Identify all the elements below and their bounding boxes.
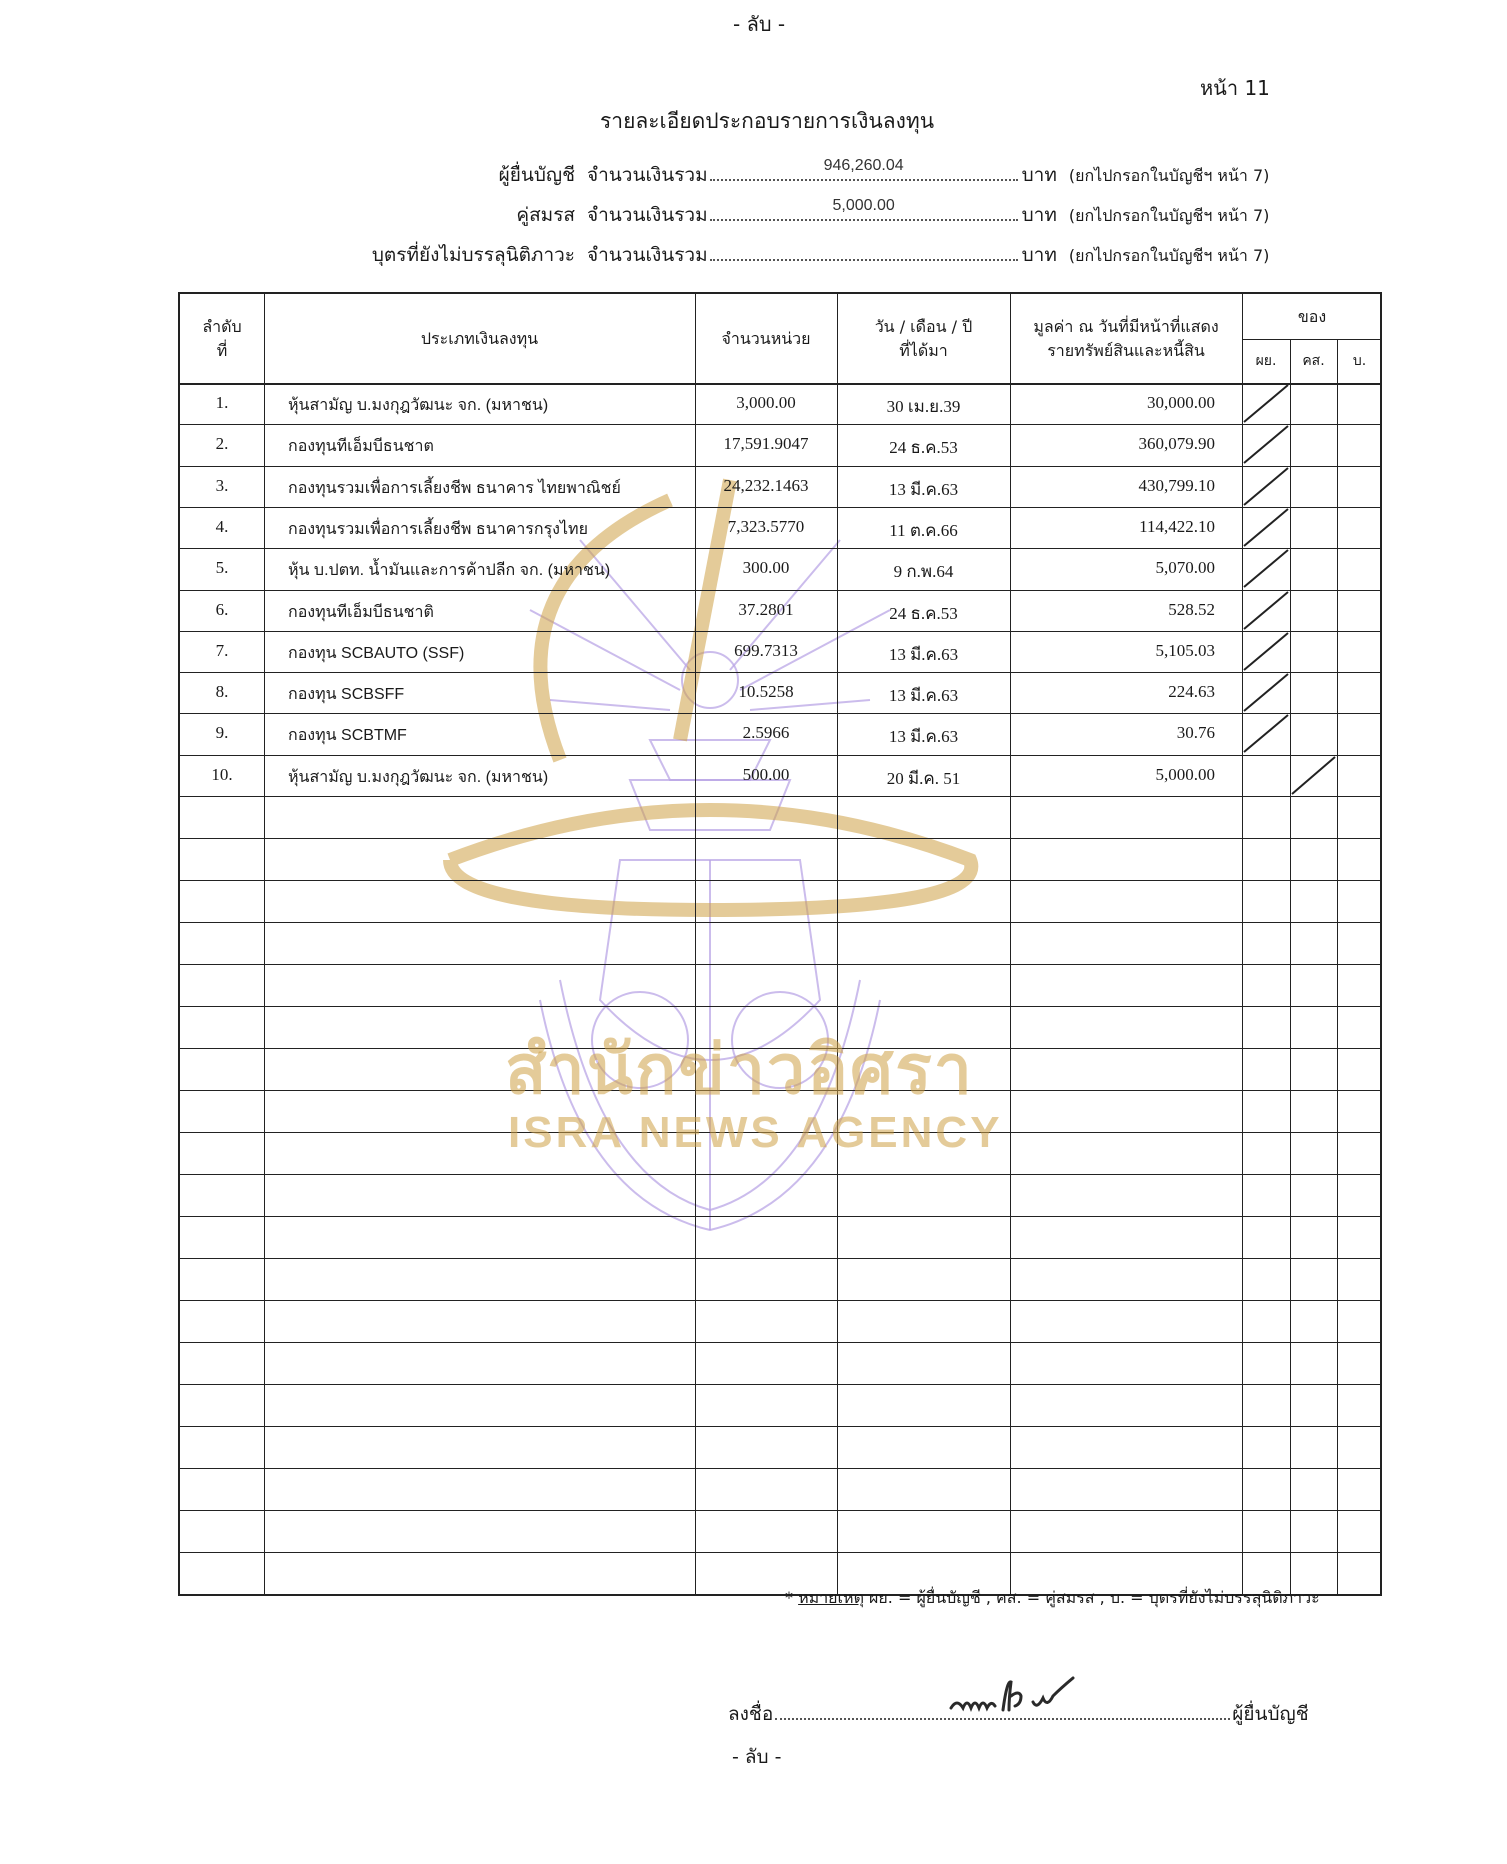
- summary-filer-note: (ยกไปกรอกในบัญชีฯ หน้า 7): [1068, 166, 1270, 185]
- unit-count: 37.2801: [738, 599, 794, 619]
- header-value-line1: มูลค่า ณ วันที่มีหน้าที่แสดง: [1033, 316, 1219, 336]
- signature-field: [775, 1698, 1230, 1720]
- row-number: 6.: [215, 599, 229, 619]
- acquired-date: 9 ก.พ.64: [893, 562, 954, 582]
- header-owner-group-label: ของ: [1297, 306, 1327, 326]
- investment-value: 430,799.10: [1138, 475, 1215, 495]
- row-divider: [180, 1384, 1380, 1385]
- acquired-date: 11 ต.ค.66: [889, 520, 958, 540]
- row-divider: [180, 1258, 1380, 1259]
- header-divider: [180, 383, 1380, 385]
- header-type-label: ประเภทเงินลงทุน: [420, 328, 539, 348]
- row-divider: [180, 631, 1380, 632]
- header-no-line2: ที่: [216, 340, 228, 360]
- col-divider: [1290, 339, 1291, 1594]
- investment-type: หุ้นสามัญ บ.มงกุฎวัฒนะ จก. (มหาชน): [288, 768, 549, 786]
- owner-check-mark-icon: [1242, 466, 1290, 507]
- unit-count: 10.5258: [738, 682, 794, 702]
- header-units-label: จำนวนหน่วย: [721, 328, 811, 348]
- header-date-line1: วัน / เดือน / ปี: [874, 316, 973, 336]
- row-divider: [180, 466, 1380, 467]
- row-divider: [180, 590, 1380, 591]
- owner-check-mark-icon: [1242, 631, 1290, 672]
- footnote: [785, 1586, 1320, 1611]
- row-number: 10.: [211, 764, 233, 784]
- summary-child: [205, 240, 1269, 270]
- investment-value: 5,105.03: [1155, 640, 1215, 660]
- investment-value: 30,000.00: [1147, 393, 1215, 412]
- investment-type: กองทุน SCBTMF: [288, 727, 407, 745]
- header-units: [695, 294, 837, 383]
- row-divider: [180, 1342, 1380, 1343]
- investment-type: กองทุนรวมเพื่อการเลี้ยงชีพ ธนาคารกรุงไทย: [288, 520, 588, 538]
- owner-check-mark-icon: [1242, 507, 1290, 548]
- classification-top: - ลับ -: [733, 12, 786, 36]
- acquired-date: 13 มี.ค.63: [888, 479, 959, 499]
- header-no-line1: ลำดับ: [202, 316, 242, 336]
- investment-value: 360,079.90: [1138, 434, 1215, 454]
- footnote-text: ผย. = ผู้ยื่นบัญชี , คส. = คู่สมรส , บ. = บุตรที่ยังไม่บรรลุนิติภาวะ: [869, 1588, 1320, 1607]
- header-owner-group: [1242, 294, 1382, 339]
- row-divider: [180, 922, 1380, 923]
- col-divider: [1337, 339, 1338, 1594]
- summary-spouse-note: (ยกไปกรอกในบัญชีฯ หน้า 7): [1068, 206, 1270, 225]
- row-divider: [180, 548, 1380, 549]
- summary-filer-unit: บาท: [1021, 164, 1057, 186]
- investment-value: 30.76: [1176, 723, 1215, 743]
- header-owner-filer: [1242, 339, 1290, 383]
- investment-table: [178, 292, 1382, 1596]
- row-divider: [180, 838, 1380, 839]
- unit-count: 300.00: [742, 558, 790, 578]
- investment-type: กองทุนทีเอ็มบีธนชาต: [288, 438, 434, 456]
- acquired-date: 13 มี.ค.63: [888, 686, 959, 706]
- row-number: 9.: [215, 723, 229, 743]
- summary-child-note: (ยกไปกรอกในบัญชีฯ หน้า 7): [1068, 246, 1270, 265]
- header-owner-child: [1337, 339, 1382, 383]
- header-no: [180, 294, 264, 383]
- watermark-thai-text: สำนักข่าวอิศรา: [505, 1031, 974, 1110]
- header-owner-child-label: บ.: [1352, 353, 1367, 369]
- owner-check-mark-icon: [1242, 383, 1290, 424]
- row-divider: [180, 755, 1380, 756]
- investment-value: 114,422.10: [1139, 516, 1215, 536]
- acquired-date: 24 ธ.ค.53: [889, 438, 958, 458]
- row-number: 8.: [215, 682, 229, 702]
- summary-child-unit: บาท: [1021, 244, 1057, 266]
- investment-type: กองทุน SCBAUTO (SSF): [288, 644, 465, 662]
- summary-spouse-unit: บาท: [1021, 204, 1057, 226]
- signature-line: [728, 1698, 1309, 1729]
- unit-count: 17,591.9047: [723, 434, 809, 454]
- row-divider: [180, 796, 1380, 797]
- row-divider: [180, 1132, 1380, 1133]
- summary-spouse: [340, 197, 1270, 230]
- investment-value: 5,000.00: [1155, 764, 1215, 784]
- summary-child-who: บุตรที่ยังไม่บรรลุนิติภาวะ: [371, 244, 575, 266]
- owner-check-mark-icon: [1242, 548, 1290, 589]
- acquired-date: 13 มี.ค.63: [888, 644, 959, 664]
- row-number: 1.: [215, 393, 229, 412]
- header-date-line2: ที่ได้มา: [899, 340, 948, 360]
- investment-value: 224.63: [1168, 682, 1215, 702]
- summary-spouse-who: คู่สมรส: [516, 204, 575, 226]
- row-number: 2.: [215, 434, 229, 454]
- row-number: 5.: [215, 558, 229, 578]
- unit-count: 3,000.00: [736, 393, 796, 412]
- row-divider: [180, 1048, 1380, 1049]
- header-date: [837, 294, 1010, 383]
- summary-filer-label: จำนวนเงินรวม: [587, 164, 708, 186]
- col-divider: [264, 294, 265, 1594]
- row-divider: [180, 880, 1380, 881]
- summary-child-amount-field: [710, 241, 1018, 261]
- row-divider: [180, 1510, 1380, 1511]
- summary-child-label: จำนวนเงินรวม: [587, 244, 708, 266]
- summary-filer-amount: 946,260.04: [823, 157, 904, 174]
- owner-check-mark-icon: [1242, 424, 1290, 465]
- row-number: 7.: [215, 640, 229, 660]
- header-owner-spouse-label: คส.: [1302, 353, 1325, 369]
- row-divider: [180, 1006, 1380, 1007]
- investment-type: กองทุนรวมเพื่อการเลี้ยงชีพ ธนาคาร ไทยพาณิชย์: [288, 479, 621, 497]
- investment-value: 528.52: [1168, 599, 1215, 619]
- footnote-label: หมายเหตุ: [798, 1588, 864, 1607]
- header-owner-filer-label: ผย.: [1255, 353, 1277, 369]
- owner-check-mark-icon: [1290, 755, 1337, 796]
- investment-type: หุ้น บ.ปตท. น้ำมันและการค้าปลีก จก. (มหาชน): [288, 562, 611, 580]
- summary-spouse-amount-field: [710, 197, 1018, 221]
- header-type: [264, 294, 695, 383]
- unit-count: 699.7313: [734, 640, 798, 660]
- unit-count: 500.00: [742, 764, 790, 784]
- unit-count: 7,323.5770: [727, 516, 805, 536]
- page-number: หน้า 11: [1200, 76, 1270, 100]
- investment-value: 5,070.00: [1155, 558, 1215, 578]
- row-number: 3.: [215, 475, 229, 495]
- row-divider: [180, 507, 1380, 508]
- header-owner-spouse: [1290, 339, 1337, 383]
- acquired-date: 13 มี.ค.63: [888, 727, 959, 747]
- row-divider: [180, 1468, 1380, 1469]
- footnote-star: *: [785, 1588, 793, 1607]
- page-title: รายละเอียดประกอบรายการเงินลงทุน: [600, 109, 935, 133]
- owner-check-mark-icon: [1242, 672, 1290, 713]
- unit-count: 24,232.1463: [723, 475, 809, 495]
- owner-check-mark-icon: [1242, 590, 1290, 631]
- row-number: 4.: [215, 516, 229, 536]
- row-divider: [180, 672, 1380, 673]
- investment-type: หุ้นสามัญ บ.มงกุฎวัฒนะ จก. (มหาชน): [288, 397, 549, 414]
- owner-check-mark-icon: [1242, 713, 1290, 754]
- row-divider: [180, 964, 1380, 965]
- classification-bottom: - ลับ -: [732, 1746, 782, 1768]
- summary-filer-who: ผู้ยื่นบัญชี: [498, 164, 575, 186]
- signature-prefix: ลงชื่อ: [728, 1703, 774, 1725]
- acquired-date: 20 มี.ค. 51: [886, 768, 961, 788]
- watermark-english-text: ISRA NEWS AGENCY: [508, 1108, 1003, 1157]
- row-divider: [180, 1216, 1380, 1217]
- header-value-line2: รายทรัพย์สินและหนี้สิน: [1047, 340, 1205, 360]
- acquired-date: 24 ธ.ค.53: [889, 603, 958, 623]
- investment-type: กองทุนทีเอ็มบีธนชาติ: [288, 603, 434, 621]
- investment-type: กองทุน SCBSFF: [288, 686, 405, 704]
- signature-suffix: ผู้ยื่นบัญชี: [1232, 1703, 1309, 1725]
- row-divider: [180, 1090, 1380, 1091]
- summary-filer-amount-field: [710, 157, 1018, 181]
- row-divider: [180, 1174, 1380, 1175]
- summary-spouse-amount: 5,000.00: [832, 197, 895, 214]
- acquired-date: 30 เม.ย.39: [886, 397, 961, 416]
- summary-spouse-label: จำนวนเงินรวม: [587, 204, 708, 226]
- summary-filer: [340, 157, 1270, 190]
- handwritten-signature-icon: [945, 1672, 1095, 1718]
- header-value: [1010, 294, 1242, 383]
- row-divider: [180, 424, 1380, 425]
- row-divider: [180, 713, 1380, 714]
- row-divider: [180, 1300, 1380, 1301]
- row-divider: [180, 1552, 1380, 1553]
- row-divider: [180, 1426, 1380, 1427]
- unit-count: 2.5966: [742, 723, 790, 743]
